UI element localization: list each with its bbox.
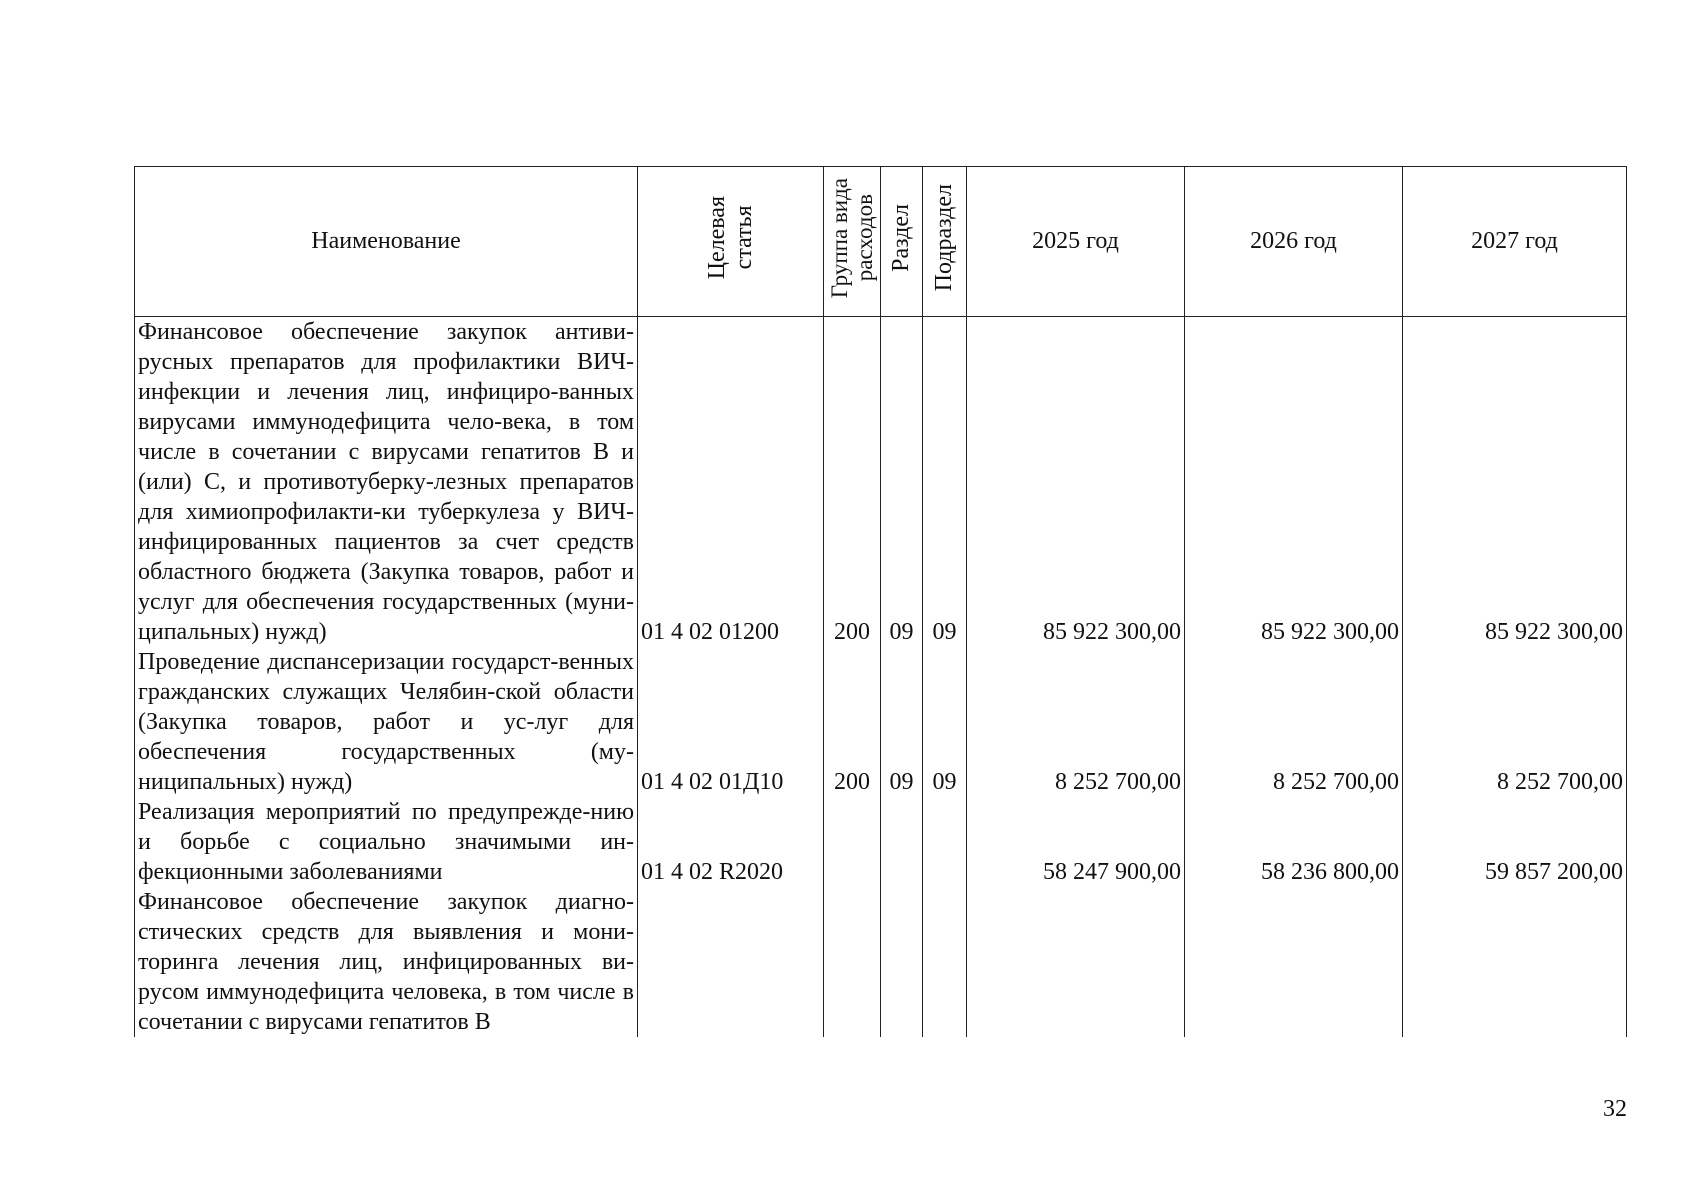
row-2027: 8 252 700,00 (1403, 647, 1627, 797)
row-2025: 8 252 700,00 (967, 647, 1185, 797)
row-subsection: 09 (923, 317, 967, 648)
row-2026 (1185, 887, 1403, 1037)
row-section: 09 (881, 647, 923, 797)
row-section (881, 797, 923, 887)
row-section: 09 (881, 317, 923, 648)
header-2027: 2027 год (1403, 167, 1627, 317)
table-row (135, 887, 1627, 1037)
row-group: 200 (824, 317, 881, 648)
header-section: Раздел (881, 167, 923, 317)
row-target: 01 4 02 01200 (638, 317, 824, 648)
table-row (135, 317, 1627, 648)
row-2025: 58 247 900,00 (967, 797, 1185, 887)
row-name: Реализация мероприятий по предупрежде-нию и борьбе с социально значимыми ин-фекционными заболеваниями (135, 797, 638, 887)
row-group (824, 797, 881, 887)
row-group (824, 887, 881, 1037)
table-row (135, 647, 1627, 797)
row-2026: 85 922 300,00 (1185, 317, 1403, 648)
row-2026: 58 236 800,00 (1185, 797, 1403, 887)
row-subsection (923, 887, 967, 1037)
budget-table (134, 166, 1627, 1037)
page-number: 32 (1603, 1096, 1627, 1122)
row-2027: 85 922 300,00 (1403, 317, 1627, 648)
table-header-row (135, 167, 1627, 317)
row-target (638, 887, 824, 1037)
row-target: 01 4 02 01Д10 (638, 647, 824, 797)
row-subsection: 09 (923, 647, 967, 797)
row-group: 200 (824, 647, 881, 797)
row-section (881, 887, 923, 1037)
row-2025: 85 922 300,00 (967, 317, 1185, 648)
row-2027: 59 857 200,00 (1403, 797, 1627, 887)
row-name: Финансовое обеспечение закупок диагно-стических средств для выявления и мони-торинга лечения лиц, инфицированных ви-русом иммунодефицита человека, в том числе в сочетании с вирусами гепатитов В (135, 887, 638, 1037)
header-name: Наименование (135, 167, 638, 317)
header-group: Группа вида расходов (824, 167, 881, 317)
row-2025 (967, 887, 1185, 1037)
row-2026: 8 252 700,00 (1185, 647, 1403, 797)
header-2026: 2026 год (1185, 167, 1403, 317)
header-2025: 2025 год (967, 167, 1185, 317)
row-2027 (1403, 887, 1627, 1037)
row-name: Проведение диспансеризации государст-венных гражданских служащих Челябин-ской области (Закупка товаров, работ и ус-луг для обеспечения государственных (му-ниципальных) нужд) (135, 647, 638, 797)
row-subsection (923, 797, 967, 887)
table-row (135, 797, 1627, 887)
header-target: Целевая статья (638, 167, 824, 317)
row-name: Финансовое обеспечение закупок антиви-русных препаратов для профилактики ВИЧ-инфекции и лечения лиц, инфициро-ванных вирусами иммунодефицита чело-века, в том числе в сочетании с вирусами гепатитов В и (или) С, и противотуберку-лезных препаратов для химиопрофилакти-ки туберкулеза у ВИЧ-инфицированных пациентов за счет средств областного бюджета (Закупка товаров, работ и услуг для обеспечения государственных (муни-ципальных) нужд) (135, 317, 638, 648)
row-target: 01 4 02 R2020 (638, 797, 824, 887)
header-subsection: Подраздел (923, 167, 967, 317)
